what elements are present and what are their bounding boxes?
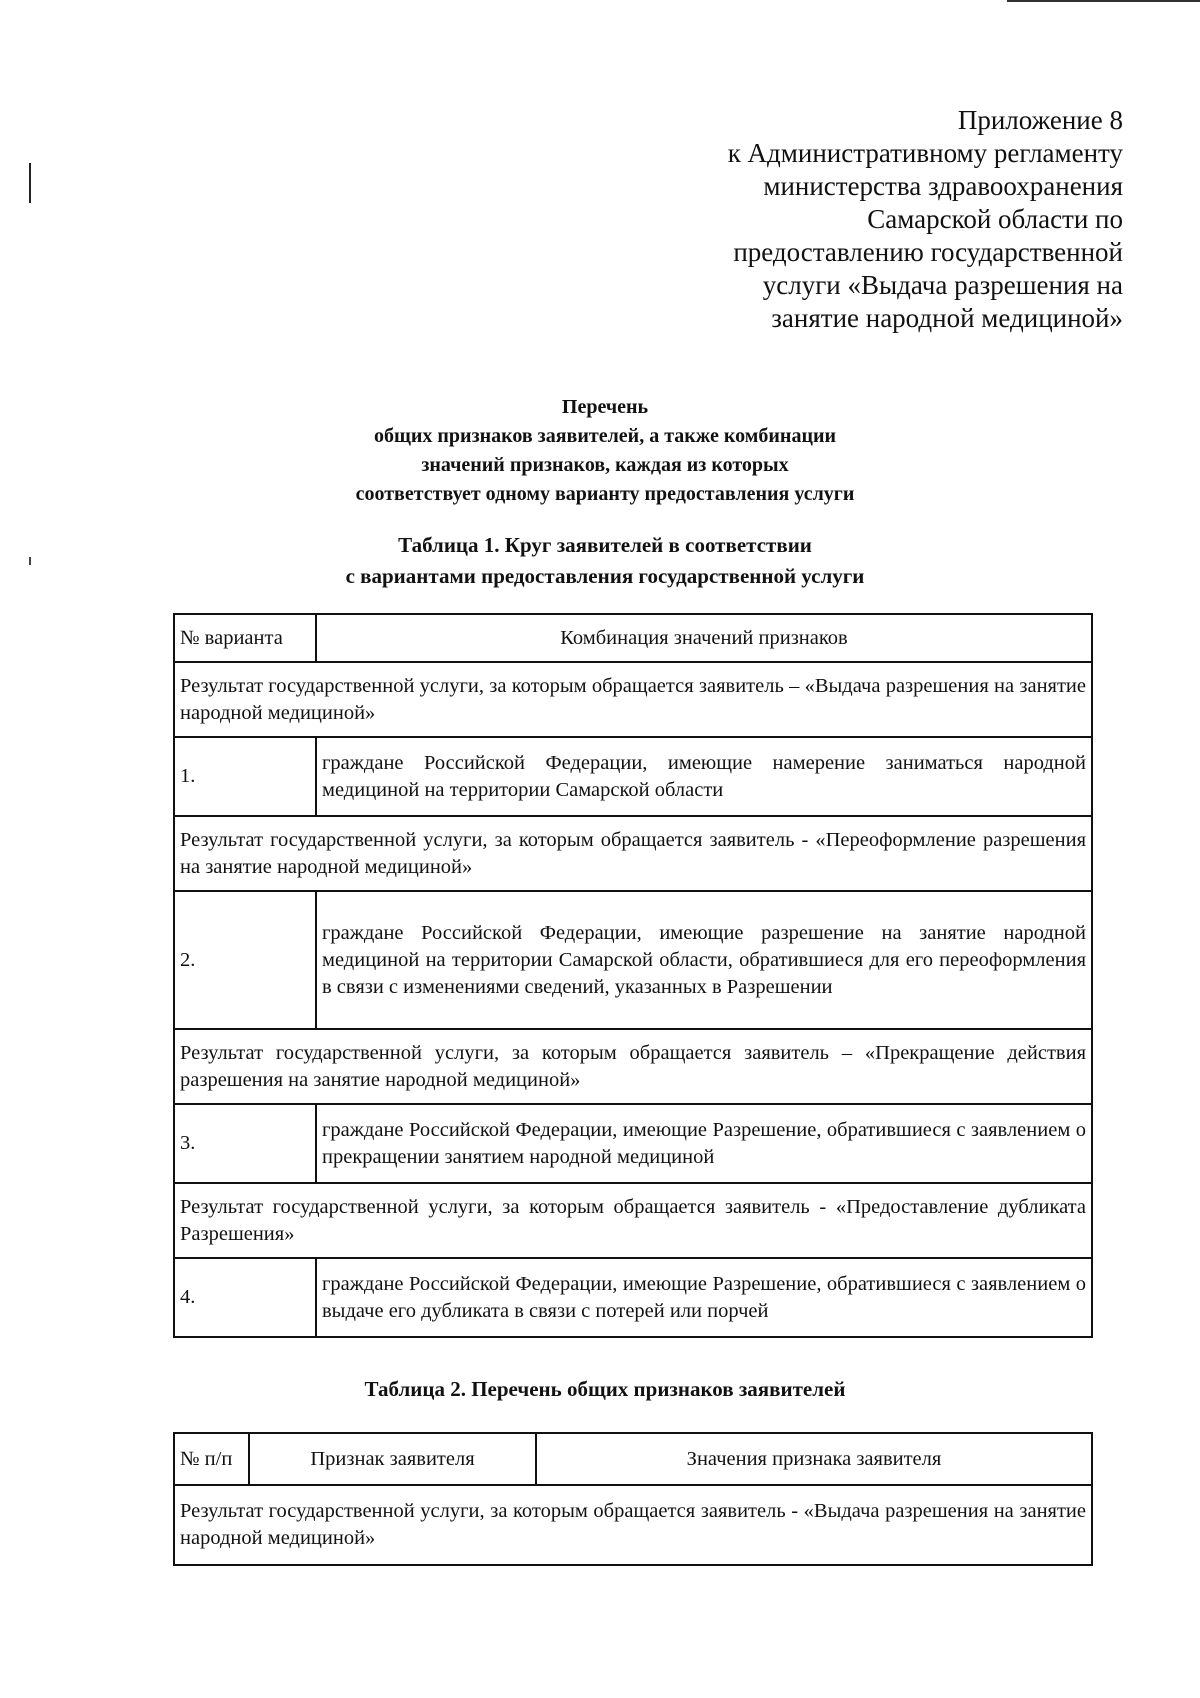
header-combination: Комбинация значений признаков (316, 614, 1092, 662)
applicant-attributes-table (173, 1432, 1093, 1566)
result-row-cell: Результат государственной услуги, за которым обращается заявитель – «Прекращение действия разрешения на занятие народной медициной» (174, 1029, 1092, 1104)
variant-description-cell: граждане Российской Федерации, имеющие Разрешение, обратившиеся с заявлением о выдаче его дубликата в связи с потерей или порчей (316, 1258, 1092, 1337)
appendix-heading (603, 104, 1123, 335)
result-row-cell: Результат государственной услуги, за которым обращается заявитель – «Выдача разрешения на занятие народной медициной» (174, 662, 1092, 737)
table-row (174, 1485, 1092, 1565)
table1-caption-line: с вариантами предоставления государственной услуги (345, 564, 865, 588)
table-row (174, 1258, 1092, 1337)
header-variant-number: № варианта (174, 614, 316, 662)
table-row (174, 737, 1092, 816)
appendix-line: услуги «Выдача разрешения на (762, 270, 1123, 300)
variant-number-cell: 3. (174, 1104, 316, 1183)
table2-caption: Таблица 2. Перечень общих признаков заявителей (364, 1377, 846, 1401)
appendix-line: предоставлению государственной (733, 237, 1123, 267)
appendix-line: занятие народной медициной» (771, 303, 1123, 333)
table-row (174, 1104, 1092, 1183)
scan-edge-line (1007, 0, 1200, 2)
result-row-cell: Результат государственной услуги, за которым обращается заявитель - «Выдача разрешения на занятие народной медициной» (174, 1485, 1092, 1565)
header-attribute: Признак заявителя (249, 1433, 536, 1485)
appendix-line: Приложение 8 (957, 105, 1123, 135)
title-line: соответствует одному варианту предоставления услуги (355, 483, 855, 505)
table1-caption-line: Таблица 1. Круг заявителей в соответствии (398, 533, 812, 557)
document-title (175, 393, 1035, 509)
table-row (174, 816, 1092, 891)
scan-margin-dot (29, 557, 31, 565)
variant-number-cell: 2. (174, 891, 316, 1029)
header-item-number: № п/п (174, 1433, 249, 1485)
applicants-variants-table (173, 613, 1093, 1338)
table-row (174, 662, 1092, 737)
variant-number-cell: 4. (174, 1258, 316, 1337)
variant-description-cell: граждане Российской Федерации, имеющие намерение заниматься народной медициной на территории Самарской области (316, 737, 1092, 816)
variant-number-cell: 1. (174, 737, 316, 816)
table-header-row (174, 614, 1092, 662)
appendix-line: Самарской области по (867, 204, 1123, 234)
table1-caption (175, 530, 1035, 592)
result-row-cell: Результат государственной услуги, за которым обращается заявитель - «Предоставление дубликата Разрешения» (174, 1183, 1092, 1258)
table-row (174, 1183, 1092, 1258)
table-header-row (174, 1433, 1092, 1485)
scan-margin-mark (29, 163, 31, 203)
table-row (174, 1029, 1092, 1104)
title-line: значений признаков, каждая из которых (421, 454, 789, 476)
result-row-cell: Результат государственной услуги, за которым обращается заявитель - «Переоформление разрешения на занятие народной медициной» (174, 816, 1092, 891)
variant-description-cell: граждане Российской Федерации, имеющие Разрешение, обратившиеся с заявлением о прекращении занятием народной медициной (316, 1104, 1092, 1183)
variant-description-cell: граждане Российской Федерации, имеющие разрешение на занятие народной медициной на территории Самарской области, обратившиеся для его переоформления в связи с изменениями сведений, указанных в Разрешении (316, 891, 1092, 1029)
title-line: Перечень (561, 396, 649, 418)
appendix-line: министерства здравоохранения (763, 171, 1123, 201)
appendix-line: к Административному регламенту (727, 138, 1123, 168)
header-attribute-values: Значения признака заявителя (536, 1433, 1092, 1485)
title-line: общих признаков заявителей, а также комбинации (373, 425, 837, 447)
table-row (174, 891, 1092, 1029)
